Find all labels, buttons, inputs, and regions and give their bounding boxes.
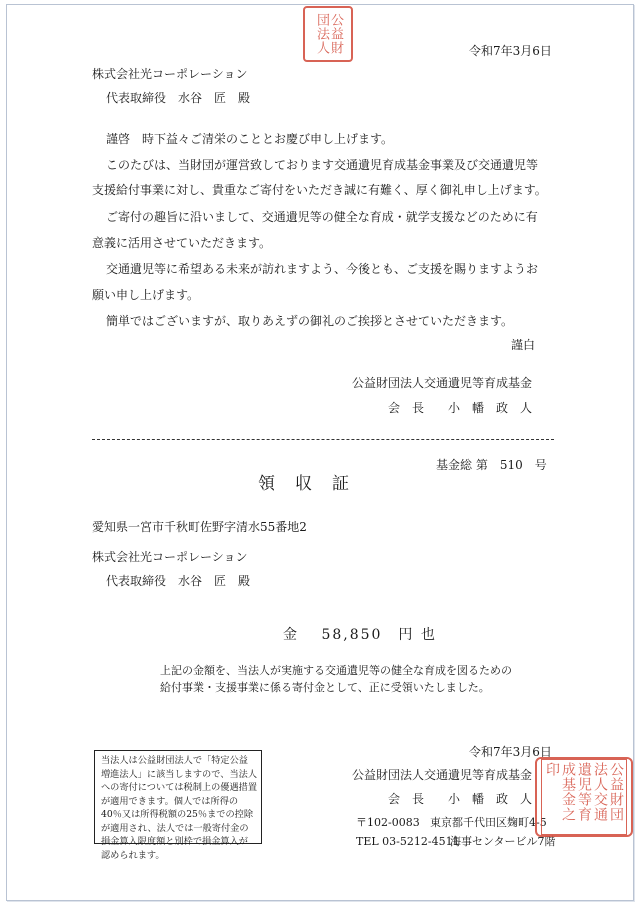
receipt-number: 基金総 第 510 号 [436, 458, 547, 472]
receipt-title: 領収証 [258, 474, 369, 494]
receipt-issuer-org: 公益財団法人交通遺児等育成基金 [352, 768, 533, 782]
letter-paragraph-line: 簡単ではございますが、取りあえずの御礼のご挨拶とさせていただきます。 [106, 314, 514, 328]
receipt-date: 令和7年3月6日 [469, 745, 552, 759]
issuer-postal-code: 〒102-0083 [356, 816, 420, 829]
letter-closing: 謹白 [511, 338, 536, 352]
letter-greeting: 謹啓 時下益々ご清栄のこととお慶び申し上げます。 [106, 132, 394, 146]
letter-paragraph-line: 願い申し上げます。 [92, 288, 200, 302]
receipt-statement-line: 上記の金額を、当法人が実施する交通遺児等の健全な育成を図るための [160, 664, 512, 677]
letter-recipient-company: 株式会社光コーポレーション [92, 67, 248, 81]
letter-date: 令和7年3月6日 [469, 44, 552, 58]
receipt-company: 株式会社光コーポレーション [92, 550, 248, 564]
tax-note-box: 当法人は公益財団法人で「特定公益増進法人」に該当しますので、当法人への寄付については税制上の優遇措置が適用できます。個人では所得の40％又は所得税額の25％までの控除が適用され、法人では一般寄付金の損金算入限度額と別枠で損金算入が認められます。 [94, 750, 262, 844]
letter-paragraph-line: 意義に活用させていただきます。 [92, 236, 272, 250]
letter-sender-org: 公益財団法人交通遺児等育成基金 [352, 376, 533, 390]
letter-paragraph-line: ご寄付の趣旨に沿いまして、交通遺児等の健全な育成・就学支援などのために有 [106, 210, 538, 224]
letter-paragraph-line: このたびは、当財団が運営致しております交通遺児育成基金事業及び交通遺児等 [106, 158, 539, 172]
letter-paragraph-line: 交通遺児等に希望ある未来が訪れますよう、今後とも、ご支援を賜りますようお [106, 262, 539, 276]
receipt-issuer-title: 会 長 小 幡 政 人 [388, 792, 533, 806]
receipt-person: 代表取締役 水谷 匠 殿 [106, 574, 251, 588]
letter-sender-title: 会 長 小 幡 政 人 [388, 401, 533, 415]
letter-paragraph-line: 支援給付事業に対し、貴重なご寄付をいただき誠に有難く、厚く御礼申し上げます。 [92, 183, 547, 197]
letter-recipient-person: 代表取締役 水谷 匠 殿 [106, 91, 251, 105]
organization-seal-stamp [535, 757, 633, 837]
section-divider [92, 439, 554, 440]
issuer-address: 東京都千代田区麹町4-5 [430, 816, 547, 829]
issuer-tel: TEL 03-5212-4511 [356, 835, 460, 848]
seal-text: 公益財団法人交通遺児等育成基金之印 [541, 759, 627, 835]
receipt-address: 愛知県一宮市千秋町佐野字清水55番地2 [92, 520, 307, 534]
issuer-building: 海事センタービル7階 [450, 835, 556, 848]
receipt-amount: 金 58,850 円 也 [283, 627, 437, 643]
top-seal-stamp: 公益財団法人 [303, 6, 353, 62]
receipt-statement-line: 給付事業・支援事業に係る寄付金として、正に受領いたしました。 [160, 681, 490, 694]
